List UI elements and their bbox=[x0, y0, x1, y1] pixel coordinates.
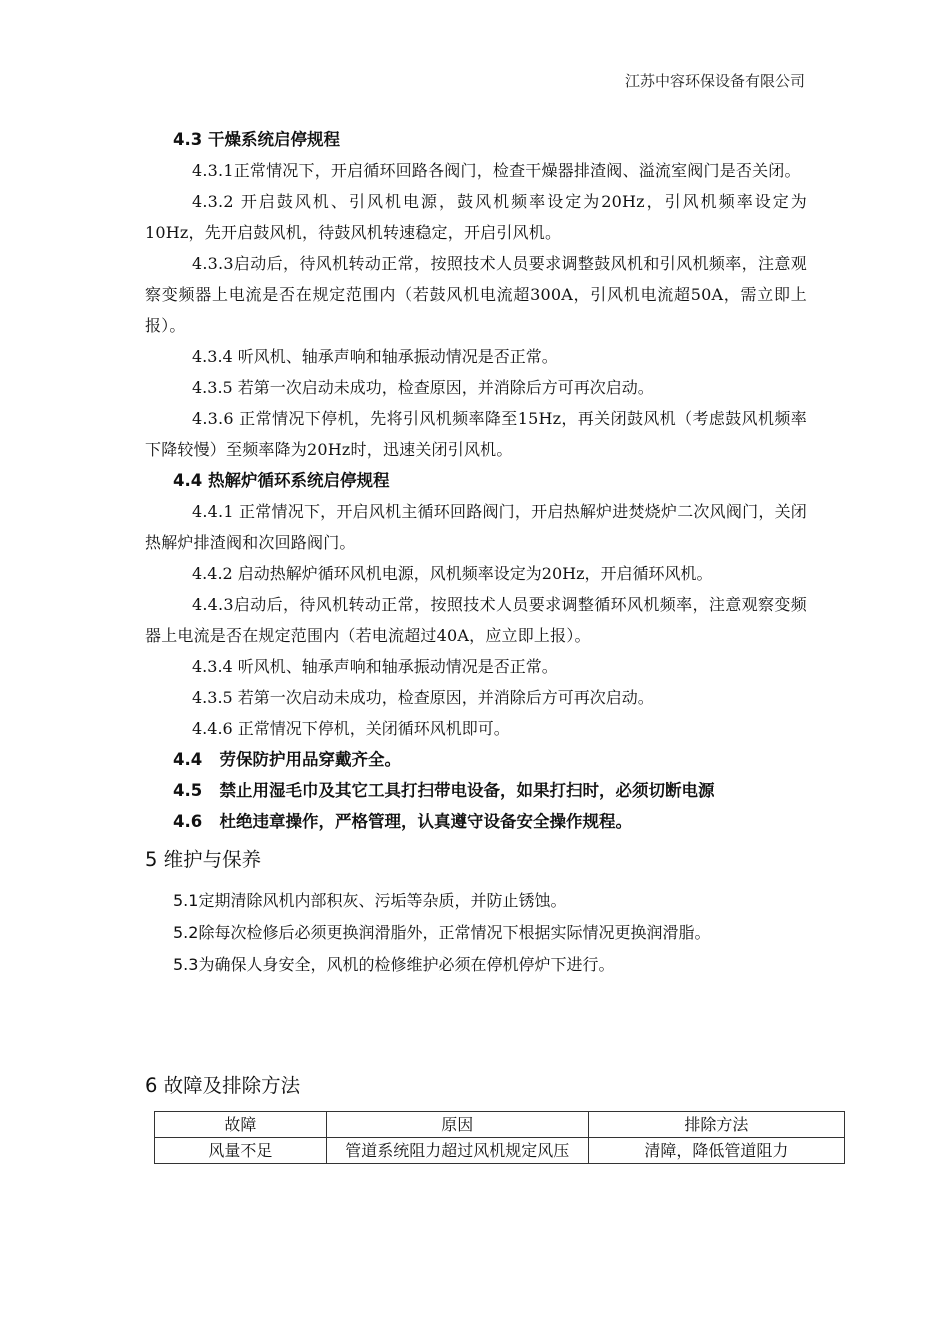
paragraph-4-3-4: 4.3.4 听风机、轴承声响和轴承振动情况是否正常。 bbox=[192, 347, 558, 366]
paragraph-4-4-6: 4.4.6 正常情况下停机，关闭循环风机即可。 bbox=[192, 719, 510, 738]
paragraph-4-3-3: 4.3.3启动后，待风机转动正常，按照技术人员要求调整鼓风机和引风机频率，注意观察变频器上电流是否在规定范围内（若鼓风机电流超300A，引风机电流超50A，需立即上报）。 bbox=[145, 254, 807, 335]
table-cell: 清障，降低管道阻力 bbox=[588, 1138, 844, 1164]
paragraph-4-4-3: 4.4.3启动后，待风机转动正常，按照技术人员要求调整循环风机频率，注意观察变频器上电流是否在规定范围内（若电流超过40A，应立即上报）。 bbox=[145, 595, 807, 645]
paragraph-5-2: 5.2除每次检修后必须更换润滑脂外，正常情况下根据实际情况更换润滑脂。 bbox=[173, 923, 711, 942]
paragraph-4-4-2: 4.4.2 启动热解炉循环风机电源，风机频率设定为20Hz，开启循环风机。 bbox=[192, 564, 713, 583]
paragraph-4-4-1: 4.4.1 正常情况下，开启风机主循环回路阀门，开启热解炉进焚烧炉二次风阀门，关闭热解炉排渣阀和次回路阀门。 bbox=[145, 502, 807, 552]
rule-4-6: 4.6 杜绝违章操作，严格管理，认真遵守设备安全操作规程。 bbox=[173, 812, 632, 831]
rule-4-5: 4.5 禁止用湿毛巾及其它工具打扫带电设备，如果打扫时，必须切断电源 bbox=[173, 781, 715, 800]
spacer bbox=[145, 981, 807, 1063]
section-5-heading: 5 维护与保养 bbox=[145, 848, 262, 871]
paragraph-4-3-6: 4.3.6 正常情况下停机，先将引风机频率降至15Hz，再关闭鼓风机（考虑鼓风机频率下降较慢）至频率降为20Hz时，迅速关闭引风机。 bbox=[145, 409, 807, 459]
paragraph-4-3-1: 4.3.1正常情况下，开启循环回路各阀门，检查干燥器排渣阀、溢流室阀门是否关闭。 bbox=[192, 161, 801, 180]
table-cell: 风量不足 bbox=[155, 1138, 327, 1164]
rule-4-4: 4.4 劳保防护用品穿戴齐全。 bbox=[173, 750, 401, 769]
header-company: 江苏中容环保设备有限公司 bbox=[624, 72, 805, 90]
table-row bbox=[155, 1138, 845, 1164]
paragraph-4-3-5: 4.3.5 若第一次启动未成功，检查原因，并消除后方可再次启动。 bbox=[192, 378, 654, 397]
section-4-3-heading: 4.3 干燥系统启停规程 bbox=[173, 130, 340, 149]
table-header-row bbox=[155, 1112, 845, 1138]
table-header-cell: 故障 bbox=[155, 1112, 327, 1138]
fault-table bbox=[154, 1111, 845, 1164]
document-body bbox=[145, 124, 807, 1164]
paragraph-4-3-2: 4.3.2 开启鼓风机、引风机电源，鼓风机频率设定为20Hz，引风机频率设定为10Hz，先开启鼓风机，待鼓风机转速稳定，开启引风机。 bbox=[145, 192, 807, 242]
header-rule bbox=[145, 97, 805, 98]
paragraph-4-4-4: 4.3.4 听风机、轴承声响和轴承振动情况是否正常。 bbox=[192, 657, 558, 676]
table-cell: 管道系统阻力超过风机规定风压 bbox=[326, 1138, 588, 1164]
paragraph-5-3: 5.3为确保人身安全，风机的检修维护必须在停机停炉下进行。 bbox=[173, 955, 615, 974]
paragraph-5-1: 5.1定期清除风机内部积灰、污垢等杂质，并防止锈蚀。 bbox=[173, 891, 567, 910]
table-header-cell: 原因 bbox=[326, 1112, 588, 1138]
table-header-cell: 排除方法 bbox=[588, 1112, 844, 1138]
section-4-4-heading: 4.4 热解炉循环系统启停规程 bbox=[173, 471, 390, 490]
section-6-heading: 6 故障及排除方法 bbox=[145, 1074, 301, 1097]
paragraph-4-4-5: 4.3.5 若第一次启动未成功，检查原因，并消除后方可再次启动。 bbox=[192, 688, 654, 707]
